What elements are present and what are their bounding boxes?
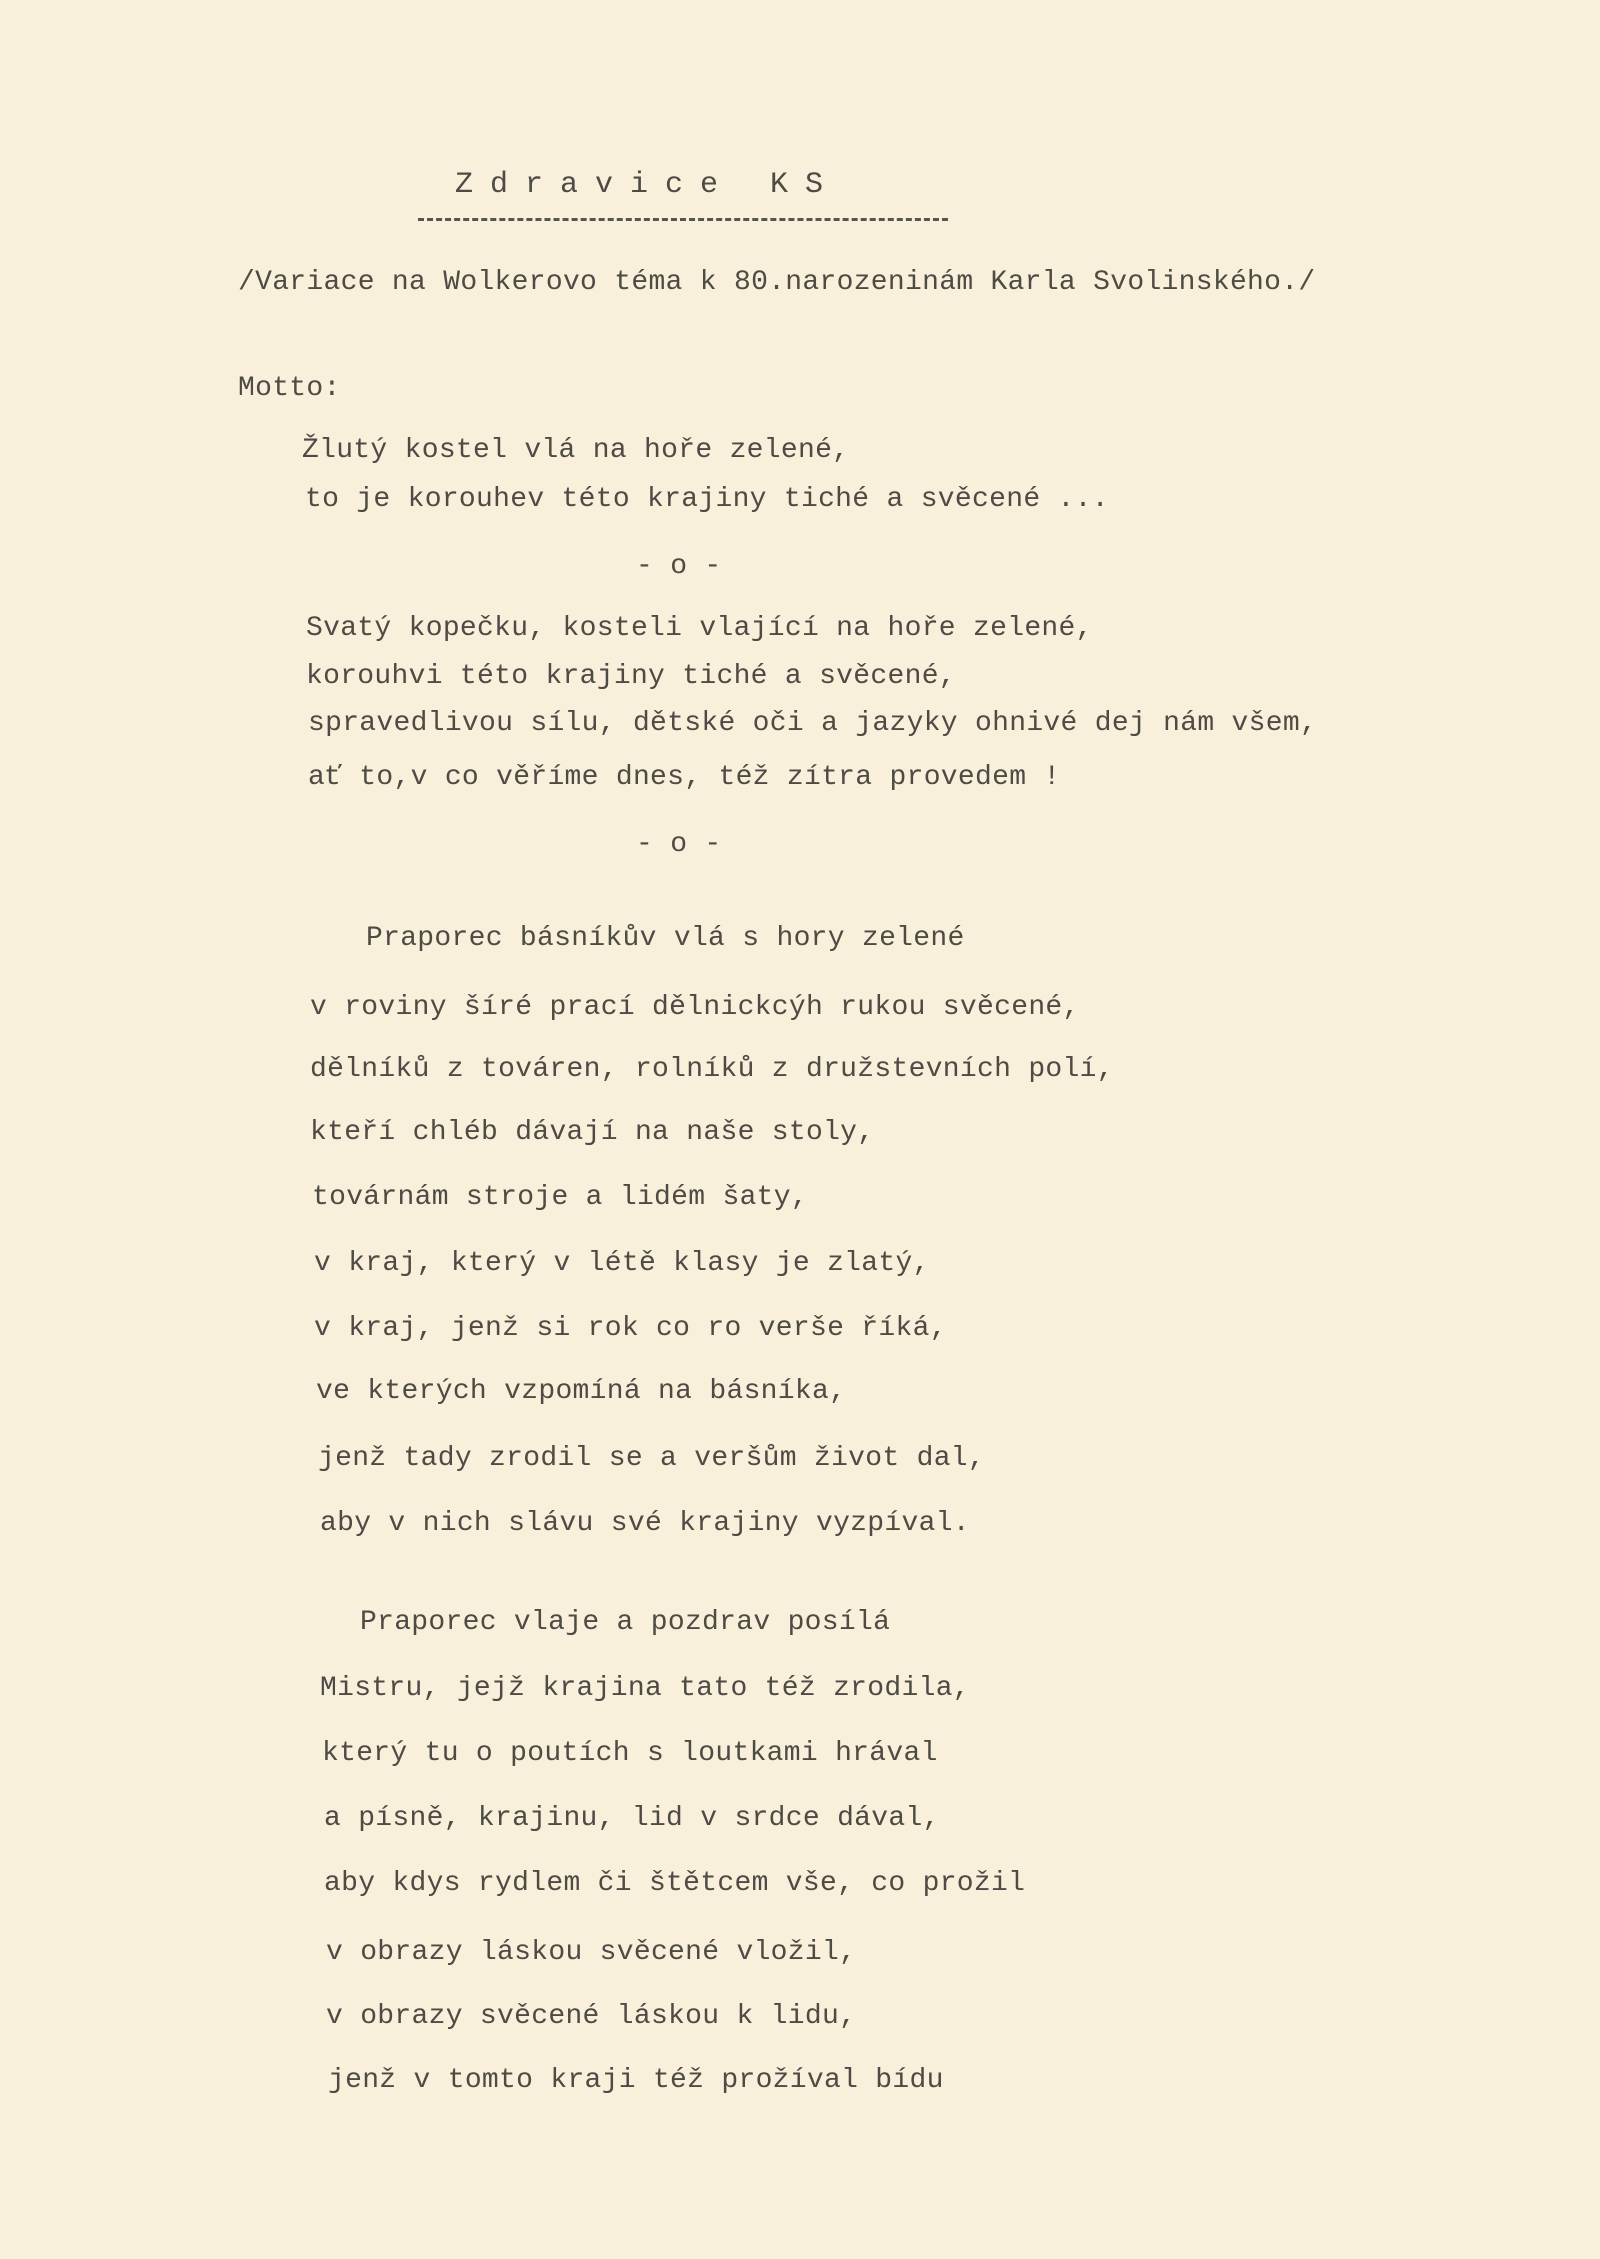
poem-line: ať to,v co věříme dnes, též zítra provedem ! <box>308 762 1061 793</box>
poem-line: v roviny šíré prací dělnickcýh rukou svěcené, <box>310 992 1080 1023</box>
poem-line: v obrazy svěcené láskou k lidu, <box>326 2001 857 2032</box>
poem-line: Mistru, jejž krajina tato též zrodila, <box>320 1673 970 1704</box>
poem-line: v obrazy láskou svěcené vložil, <box>326 1937 857 1968</box>
poem-line: aby v nich slávu své krajiny vyzpíval. <box>320 1508 970 1539</box>
poem-line: kteří chléb dávají na naše stoly, <box>310 1117 875 1148</box>
poem-line: továrnám stroje a lidém šaty, <box>312 1182 808 1213</box>
poem-line: dělníků z továren, rolníků z družstevních polí, <box>310 1054 1114 1085</box>
poem-line: v kraj, který v létě klasy je zlatý, <box>314 1248 930 1279</box>
poem-line: jenž tady zrodil se a veršům život dal, <box>318 1443 986 1474</box>
separator: - o - <box>636 551 722 582</box>
poem-line: Žlutý kostel vlá na hoře zelené, <box>302 435 850 466</box>
poem-line: Svatý kopečku, kosteli vlající na hoře zelené, <box>306 613 1093 644</box>
poem-line: aby kdys rydlem či štětcem vše, co prožil <box>324 1868 1026 1899</box>
poem-line: ve kterých vzpomíná na básníka, <box>316 1376 847 1407</box>
poem-line: Praporec vlaje a pozdrav posílá <box>360 1607 891 1638</box>
subtitle: /Variace na Wolkerovo téma k 80.narozeninám Karla Svolinského./ <box>238 267 1316 298</box>
poem-line: jenž v tomto kraji též prožíval bídu <box>328 2065 944 2096</box>
separator: - o - <box>636 829 722 860</box>
poem-line: Praporec básníkův vlá s hory zelené <box>366 923 965 954</box>
title-underline <box>418 218 948 221</box>
poem-line: a písně, krajinu, lid v srdce dával, <box>324 1803 940 1834</box>
poem-line: to je korouhev této krajiny tiché a svěcené ... <box>305 484 1109 515</box>
motto-label: Motto: <box>238 373 341 404</box>
poem-line: spravedlivou sílu, dětské oči a jazyky ohnivé dej nám všem, <box>308 708 1318 739</box>
poem-line: který tu o poutích s loutkami hrával <box>322 1738 938 1769</box>
poem-line: v kraj, jenž si rok co ro verše říká, <box>314 1313 947 1344</box>
document-title: Zdravice KS <box>455 168 841 202</box>
poem-line: korouhvi této krajiny tiché a svěcené, <box>306 661 956 692</box>
